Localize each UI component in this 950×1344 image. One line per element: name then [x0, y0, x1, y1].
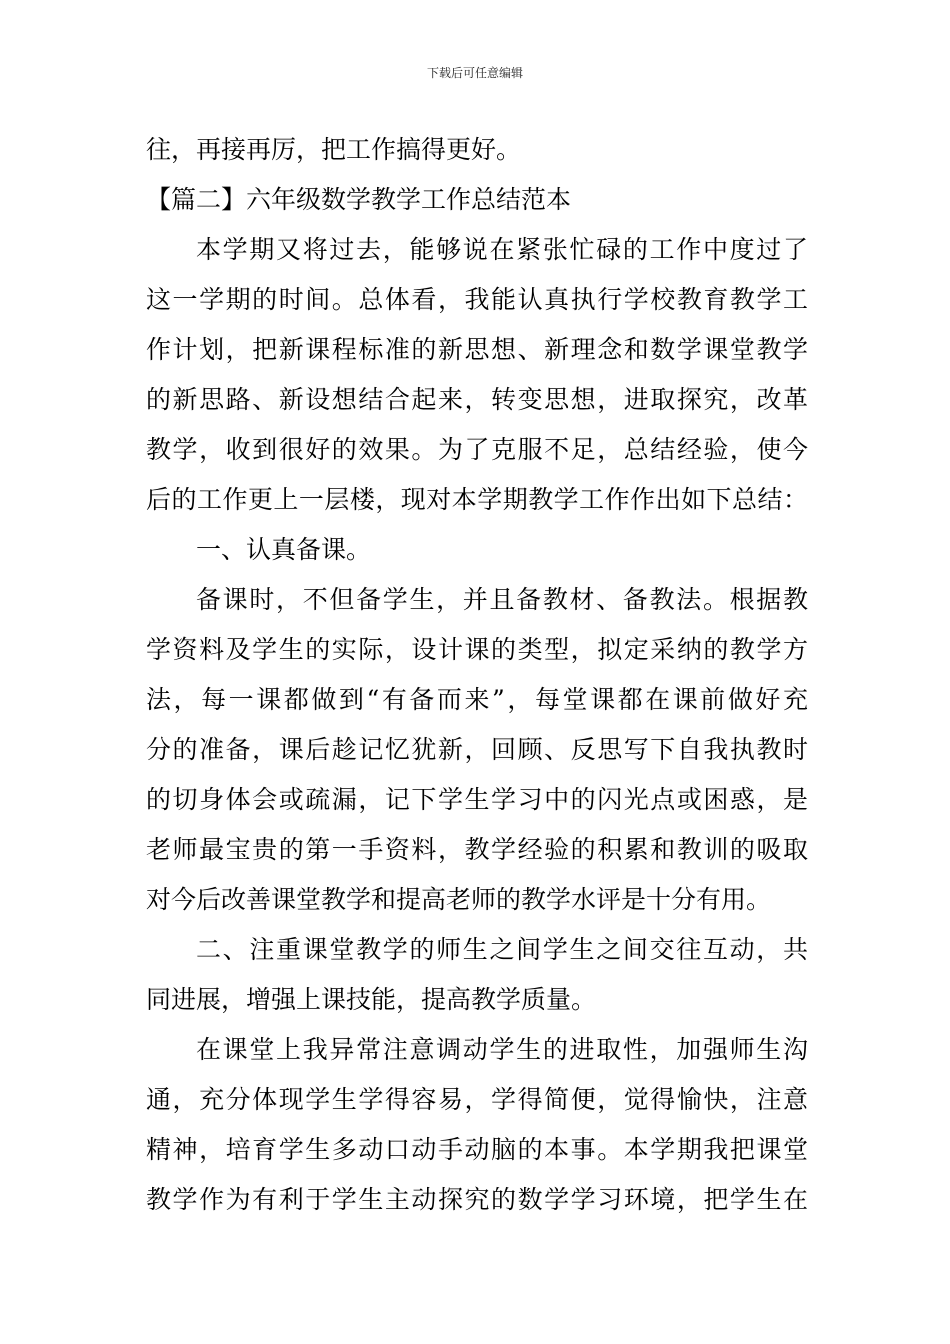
subheading: 一、认真备课。	[196, 535, 372, 564]
page-header-note: 下载后可任意编辑	[426, 66, 523, 80]
text-line: 在课堂上我异常注意调动学生的进取性，加强师生沟	[196, 1035, 808, 1064]
text-line: 备课时，不但备学生，并且备教材、备教法。根据教	[196, 585, 808, 614]
text-line: 精神，培育学生多动口动手动脑的本事。本学期我把课堂	[146, 1135, 808, 1164]
text-line: 分的准备，课后趁记忆犹新，回顾、反思写下自我执教时	[146, 735, 808, 764]
text-line: 往，再接再厉，把工作搞得更好。	[146, 135, 522, 164]
section-heading: 【篇二】六年级数学教学工作总结范本	[146, 185, 572, 214]
text-line: 这一学期的时间。总体看，我能认真执行学校教育教学工	[146, 285, 808, 314]
text-line: 教学，收到很好的效果。为了克服不足，总结经验，使今	[146, 435, 808, 464]
text-line: 老师最宝贵的第一手资料，教学经验的积累和教训的吸取	[146, 835, 808, 864]
text-line: 教学作为有利于学生主动探究的数学学习环境，把学生在	[146, 1185, 808, 1214]
text-line: 通，充分体现学生学得容易，学得简便，觉得愉快，注意	[146, 1085, 808, 1114]
subheading: 二、注重课堂教学的师生之间学生之间交往互动，共	[196, 935, 808, 964]
text-line: 学资料及学生的实际，设计课的类型，拟定采纳的教学方	[146, 635, 808, 664]
text-line: 本学期又将过去，能够说在紧张忙碌的工作中度过了	[196, 235, 808, 264]
text-line: 法，每一课都做到“有备而来”，每堂课都在课前做好充	[146, 685, 808, 714]
text-line: 作计划，把新课程标准的新思想、新理念和数学课堂教学	[146, 335, 808, 364]
text-line: 后的工作更上一层楼，现对本学期教学工作作出如下总结：	[146, 485, 808, 514]
document-body	[146, 125, 808, 1225]
text-line: 同进展，增强上课技能，提高教学质量。	[146, 985, 597, 1014]
text-line: 的新思路、新设想结合起来，转变思想，进取探究，改革	[146, 385, 808, 414]
text-line: 对今后改善课堂教学和提高老师的教学水评是十分有用。	[146, 885, 772, 914]
text-line: 的切身体会或疏漏，记下学生学习中的闪光点或困惑，是	[146, 785, 808, 814]
